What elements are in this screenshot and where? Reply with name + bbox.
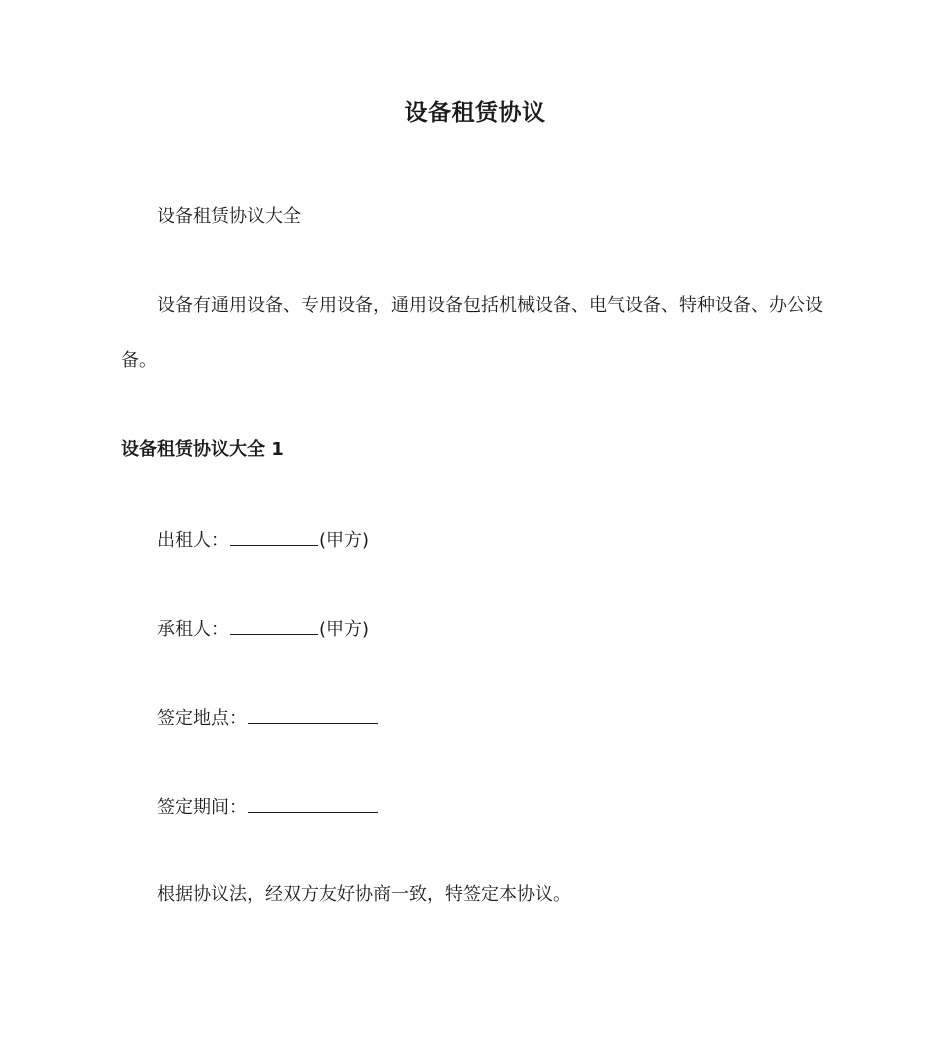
lessee-blank-line <box>230 616 318 635</box>
section-heading: 设备租赁协议大全 1 <box>121 439 284 460</box>
document-title: 设备租赁协议 <box>404 100 546 126</box>
signing-period-label: 签定期间： <box>157 797 247 818</box>
closing-paragraph: 根据协议法，经双方友好协商一致，特签定本协议。 <box>157 884 571 905</box>
lessor-label: 出租人： <box>157 530 229 551</box>
intro-paragraph-line-1: 设备有通用设备、专用设备，通用设备包括机械设备、电气设备、特种设备、办公设 <box>157 295 823 316</box>
signing-place-blank-line <box>248 705 378 724</box>
signing-period-blank-line <box>248 794 378 813</box>
lessor-field <box>157 527 369 553</box>
lessee-suffix: (甲方) <box>319 619 370 640</box>
lessee-label: 承租人： <box>157 619 229 640</box>
signing-place-label: 签定地点： <box>157 708 247 729</box>
signing-place-field <box>157 705 379 731</box>
document-subtitle: 设备租赁协议大全 <box>157 206 301 227</box>
lessor-suffix: (甲方) <box>319 530 370 551</box>
signing-period-field <box>157 794 379 820</box>
intro-paragraph-line-2: 备。 <box>121 350 157 371</box>
lessee-field <box>157 616 369 642</box>
lessor-blank-line <box>230 527 318 546</box>
